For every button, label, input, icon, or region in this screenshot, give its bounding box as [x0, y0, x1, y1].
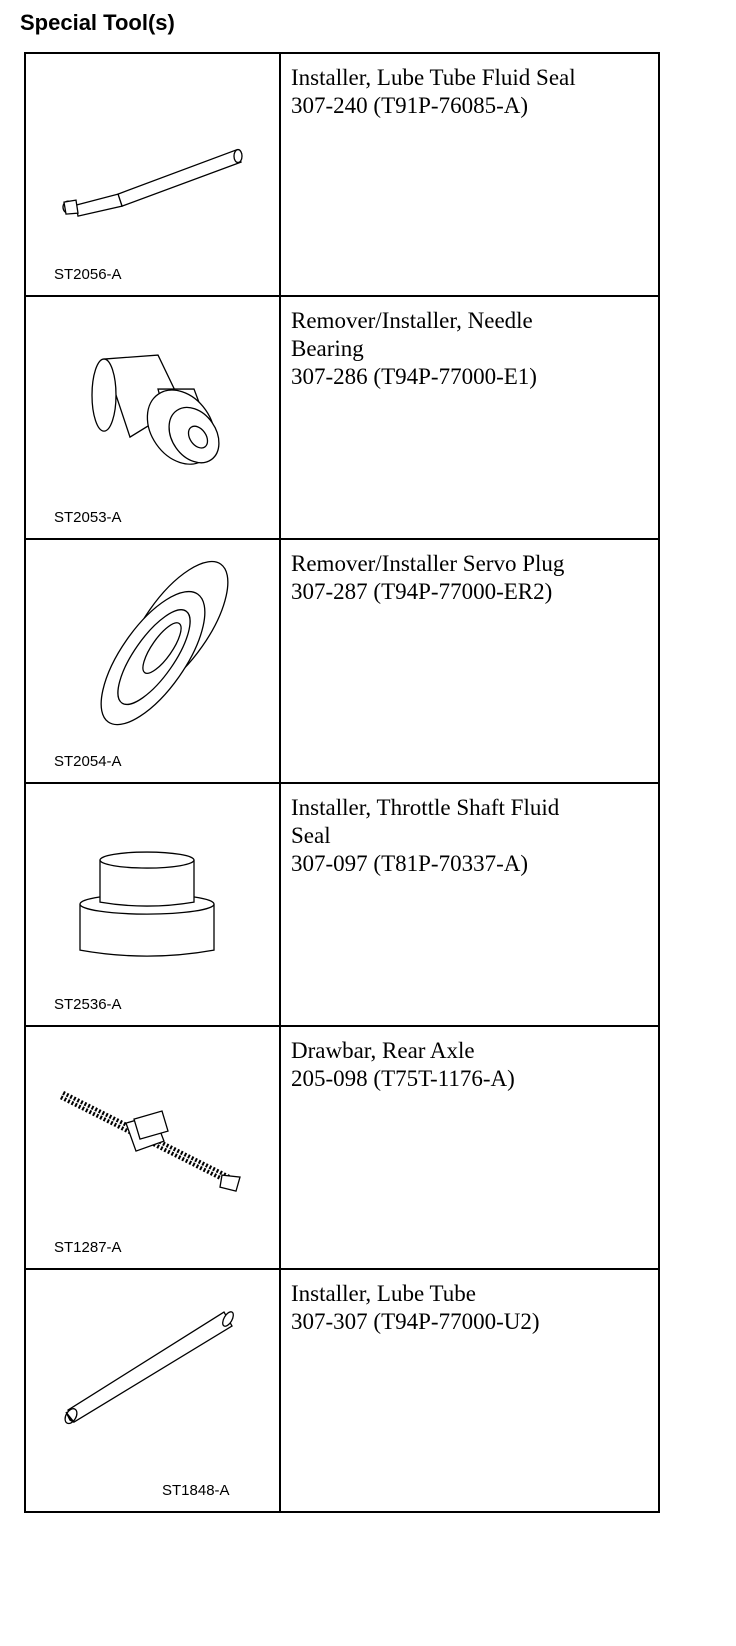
- tool-description: [281, 54, 658, 295]
- needle-bearing-installer-icon: [26, 297, 279, 538]
- tool-description: [281, 1270, 658, 1511]
- lube-tube-installer-icon: [26, 1270, 279, 1511]
- tool-name: Drawbar, Rear Axle: [291, 1037, 475, 1063]
- tool-description: [281, 1027, 658, 1268]
- table-row: [26, 1270, 658, 1511]
- tool-name: Installer, Lube Tube Fluid Seal: [291, 65, 576, 90]
- tool-code: ST2053-A: [54, 509, 122, 527]
- table-row: [26, 54, 658, 297]
- tool-number: 205-098 (T75T-1176-A): [291, 1065, 515, 1091]
- tool-image-cell: [26, 540, 281, 781]
- tool-number: 307-097 (T81P-70337-A): [291, 850, 528, 876]
- tool-number: 307-287 (T94P-77000-ER2): [291, 579, 553, 605]
- servo-plug-installer-icon: [26, 540, 279, 781]
- tool-code: ST1287-A: [54, 1238, 122, 1256]
- table-row: [26, 540, 658, 783]
- tool-image-cell: [26, 1270, 281, 1511]
- tool-code: ST1848-A: [162, 1482, 230, 1500]
- tool-number: 307-286 (T94P-77000-E1): [291, 364, 537, 390]
- table-row: [26, 297, 658, 540]
- table-row: [26, 1027, 658, 1270]
- tool-description: [281, 540, 658, 781]
- tool-number: 307-307 (T94P-77000-U2): [291, 1308, 540, 1334]
- tool-name: Remover/Installer, Needle Bearing: [291, 308, 533, 362]
- tool-image-cell: [26, 297, 281, 538]
- page-title: Special Tool(s): [20, 10, 175, 35]
- rear-axle-drawbar-icon: [26, 1027, 279, 1268]
- tool-code: ST2056-A: [54, 266, 122, 284]
- tool-image-cell: [26, 1027, 281, 1268]
- tool-name: Installer, Lube Tube: [291, 1280, 476, 1306]
- tool-name: Installer, Throttle Shaft Fluid Seal: [291, 794, 560, 848]
- tool-description: [281, 297, 658, 538]
- throttle-shaft-seal-installer-icon: [26, 784, 279, 1025]
- tool-code: ST2536-A: [54, 995, 122, 1013]
- tool-image-cell: [26, 784, 281, 1025]
- tool-description: [281, 784, 658, 1025]
- table-row: [26, 784, 658, 1027]
- special-tools-table: [24, 52, 660, 1513]
- lube-tube-seal-installer-icon: [26, 54, 279, 295]
- tool-number: 307-240 (T91P-76085-A): [291, 93, 528, 118]
- tool-image-cell: [26, 54, 281, 295]
- tool-name: Remover/Installer Servo Plug: [291, 551, 565, 577]
- tool-code: ST2054-A: [54, 752, 122, 770]
